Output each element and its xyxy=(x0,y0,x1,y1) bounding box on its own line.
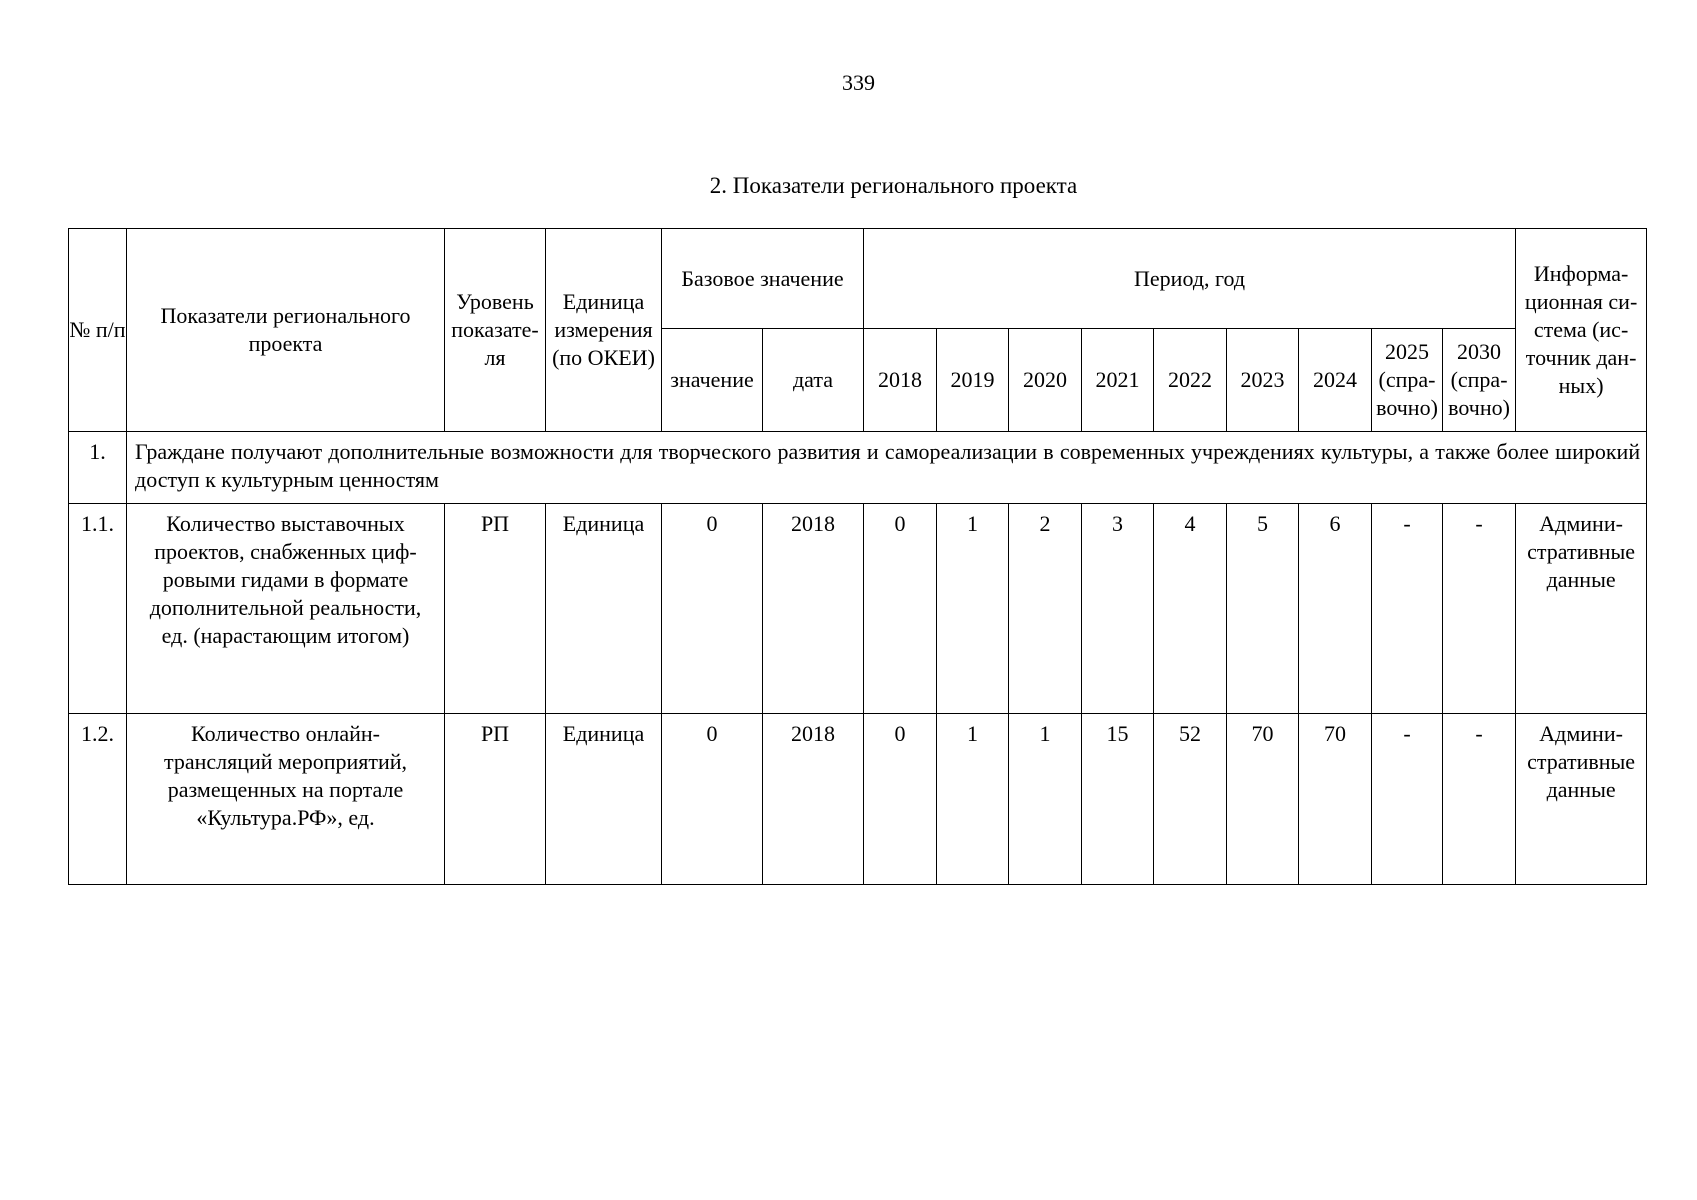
row-source: Админи-стративные данные xyxy=(1516,504,1647,714)
header-num: № п/п xyxy=(69,229,127,432)
row-year-value: - xyxy=(1443,504,1516,714)
row-year-value: - xyxy=(1443,714,1516,885)
header-indicator: Показатели регионального проекта xyxy=(127,229,445,432)
header-info-system: Информа-ционная си-стема (ис-точник дан-ных) xyxy=(1516,229,1647,432)
row-year-value: 1 xyxy=(937,714,1009,885)
row-year-value: 3 xyxy=(1082,504,1154,714)
row-base-date: 2018 xyxy=(763,714,864,885)
table-row xyxy=(69,504,1647,714)
header-year: 2022 xyxy=(1154,329,1227,432)
row-source: Админи-стративные данные xyxy=(1516,714,1647,885)
table-row xyxy=(69,714,1647,885)
header-year: 2020 xyxy=(1009,329,1082,432)
row-year-value: 1 xyxy=(937,504,1009,714)
header-period: Период, год xyxy=(864,229,1516,329)
row-year-value: 1 xyxy=(1009,714,1082,885)
row-level: РП xyxy=(445,714,546,885)
row-number: 1.2. xyxy=(69,714,127,885)
row-year-value: 70 xyxy=(1299,714,1372,885)
header-value: значение xyxy=(662,329,763,432)
row-indicator: Количество выставочных проектов, снабженных циф-ровыми гидами в формате дополнительной реальности, ед. (нарастающим итогом) xyxy=(127,504,445,714)
row-unit: Единица xyxy=(546,714,662,885)
row-indicator: Количество онлайн-трансляций мероприятий, размещенных на портале «Культура.РФ», ед. xyxy=(127,714,445,885)
goal-number: 1. xyxy=(69,432,127,504)
header-year: 2019 xyxy=(937,329,1009,432)
indicators-table xyxy=(68,228,1647,885)
header-date: дата xyxy=(763,329,864,432)
row-year-value: 4 xyxy=(1154,504,1227,714)
row-year-value: 0 xyxy=(864,714,937,885)
row-year-value: 5 xyxy=(1227,504,1299,714)
header-unit: Единица измерения (по ОКЕИ) xyxy=(546,229,662,432)
row-year-value: - xyxy=(1372,714,1443,885)
header-year: 2018 xyxy=(864,329,937,432)
section-title: 2. Показатели регионального проекта xyxy=(709,173,1078,198)
row-year-value: 52 xyxy=(1154,714,1227,885)
header-year: 2024 xyxy=(1299,329,1372,432)
header-base-value: Базовое значение xyxy=(662,229,864,329)
header-year: 2021 xyxy=(1082,329,1154,432)
row-year-value: 6 xyxy=(1299,504,1372,714)
row-base-value: 0 xyxy=(662,504,763,714)
goal-row xyxy=(69,432,1647,504)
row-unit: Единица xyxy=(546,504,662,714)
goal-text: Граждане получают дополнительные возможности для творческого развития и самореализации в современных учреждениях культуры, а также более широкий доступ к культурным ценностям xyxy=(127,432,1647,504)
row-base-date: 2018 xyxy=(763,504,864,714)
row-number: 1.1. xyxy=(69,504,127,714)
header-level: Уровень показате-ля xyxy=(445,229,546,432)
row-year-value: 2 xyxy=(1009,504,1082,714)
page-number: 339 xyxy=(842,70,875,95)
row-year-value: - xyxy=(1372,504,1443,714)
row-level: РП xyxy=(445,504,546,714)
header-year-reference: 2030 (спра-вочно) xyxy=(1443,329,1516,432)
header-year: 2023 xyxy=(1227,329,1299,432)
header-year-reference: 2025 (спра-вочно) xyxy=(1372,329,1443,432)
header-row-1 xyxy=(69,229,1647,329)
row-year-value: 0 xyxy=(864,504,937,714)
row-base-value: 0 xyxy=(662,714,763,885)
row-year-value: 70 xyxy=(1227,714,1299,885)
row-year-value: 15 xyxy=(1082,714,1154,885)
